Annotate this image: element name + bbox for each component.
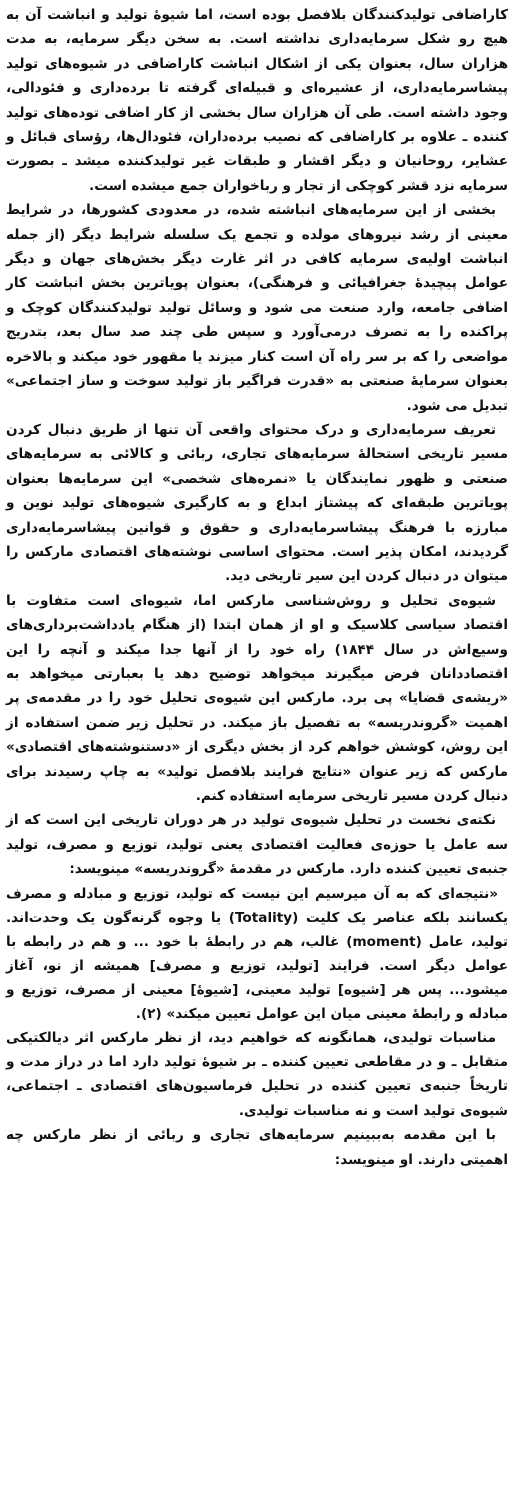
paragraph-introduction-closing: با این مقدمه به‌ببینیم سرمایه‌های تجاری و ربائی از نظر مارکس چه اهمیتی دارند. او مینویسد: [6, 1127, 508, 1168]
paragraph-marx-method: شیوه‌ی تحلیل و روش‌شناسی مارکس اما، شیوه‌ای است متفاوت با اقتصاد سیاسی کلاسیک و او از همان ابتدا (از هنگام یادداشت‌برداری‌های وسیع‌اش در سال ۱۸۴۴) راه خود را از آنها جدا میکند و آنچه را این اقتصاددانان فرض میگیرند میخواهد توضیح دهد یا بعبارتی میخواهد به «ریشه‌ی قضایا» پی برد. مارکس این شیوه‌ی تحلیل خود را در مقدمه‌ی پر اهمیت «گروندریسه» به تفصیل باز میکند. در تحلیل زیر ضمن استفاده از این روش، کوشش خواهم کرد از بخش دیگری از «دستنوشته‌های اقتصادی» مارکس که زیر عنوان «نتایج فرایند بلافصل تولید» به چاپ رسیدند برای دنبال کردن مسیر تاریخی سرمایه استفاده کنم. [6, 592, 508, 804]
paragraph-industrial-capital: بخشی از این سرمایه‌های انباشته شده، در معدودی کشورها، در شرایط معینی از رشد نیروهای مولده و تجمع یک سلسله شرایط دیگر (از جمله انباشت اولیه‌ی سرمایه کافی در اثر غارت دیگر بخش‌های جهان و دیگر عوامل پیچیدهٔ جغرافیائی و فرهنگی)، بعنوان پویاترین بخش انباشت کار اضافی جامعه، وارد صنعت می شود و وسائل تولید تولیدکنندگان کوچک و پراکنده را به تصرف درمی‌آورد و سپس طی چند صد سال بعد، بتدریج مواضعی را که بر سر راه آن است کنار میزند یا مقهور خود میکند و بالاخره بعنوان سرمایهٔ صنعتی به «قدرت فراگیر باز تولید سوخت و ساز اجتماعی» تبدیل می شود. [6, 202, 508, 414]
paragraph-surplus-labor: کاراضافی تولیدکنندگان بلافصل بوده است، اما شیوهٔ تولید و انباشت آن به هیچ رو شکل سرمایه‌داری نداشته است. به سخن دیگر سرمایه، به مدت هزاران سال، بعنوان یکی از اشکال انباشت کاراضافی در شیوه‌های تولید پیشاسرمایه‌داری، از عشیره‌ای و قبیله‌ای گرفته تا برده‌داری و فئودالی، وجود داشته است. طی آن هزاران سال بخشی از کار اضافی توده‌های تولید کننده ـ علاوه بر کاراضافی که نصیب برده‌داران، فئودال‌ها، رؤسای قبائل و عشایر، روحانیان و دیگر اقشار و طبقات غیر تولیدکننده میشد ـ بصورت سرمایه نزد قشر کوچکی از تجار و رباخواران جمع میشده است. [6, 7, 508, 194]
paragraph-capitalism-definition: تعریف سرمایه‌داری و درک محتوای واقعی آن تنها از طریق دنبال کردن مسیر تاریخی استحالهٔ سرمایه‌های تجاری، ربائی و کالائی به سرمایه‌های صنعتی و ظهور نمایندگان یا «نمره‌های شخصی» این سرمایه‌ها بعنوان پویاترین طبقه‌ای که پیشتاز ابداع و به کارگیری شیوه‌های تولید نوین و مبارزه با فرهنگ پیشاسرمایه‌داری و حقوق و قوانین پیشاسرمایه‌داری گردیدند، امکان پذیر است. محتوای اساسی نوشته‌های اقتصادی مارکس را میتوان در دنبال کردن این سیر تاریخی دید. [6, 421, 508, 585]
paragraph-grundrisse-quote: «نتیجه‌ای که به آن میرسیم این نیست که تولید، توزیع و مبادله و مصرف یکسانند بلکه عناصر یک کلیت (Totality) یا وجوه گرنه‌گون یک وحدت‌اند. تولید، عامل (moment) غالب، هم در رابطهٔ با خود ... و هم در رابطه با عوامل دیگر است. فرایند [تولید، توزیع و مصرف] همیشه از نو، آغاز میشود... پس هر [شیوه] تولید معینی، [شیوهٔ] معینی از مصرف، توزیع و مبادله و رابطهٔ معینی میان این عوامل تعیین میکند» (۲). [6, 885, 508, 1022]
paragraph-relations-of-production: مناسبات تولیدی، همانگونه که خواهیم دید، از نظر مارکس اثر دیالکتیکی متقابل ـ و در مقاطعی تعیین کننده ـ بر شیوهٔ تولید دارد اما در دراز مدت و تاریخاً جنبه‌ی تعیین کننده در تحلیل فرماسیون‌های اقتصادی ـ اجتماعی، شیوه‌ی تولید است و نه مناسبات تولیدی. [6, 1029, 508, 1119]
paragraph-production-determinant: نکته‌ی نخست در تحلیل شیوه‌ی تولید در هر دوران تاریخی این است که از سه عامل یا حوزه‌ی فعالیت اقتصادی یعنی تولید، توزیع و مصرف، تولید جنبه‌ی تعیین کننده دارد. مارکس در مقدمهٔ «گروندریسه» مینویسد: [6, 812, 508, 878]
